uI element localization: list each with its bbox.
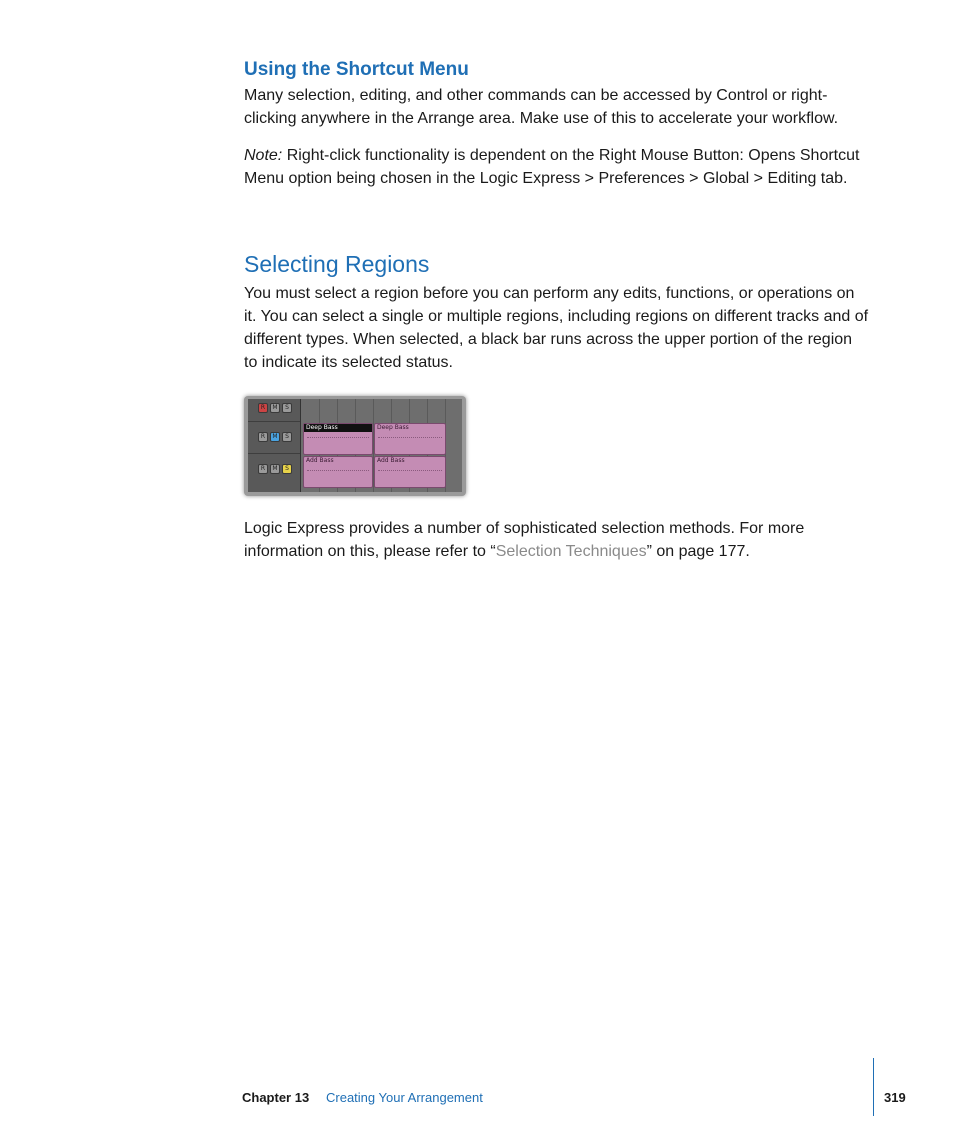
- section-heading-shortcut-menu: Using the Shortcut Menu: [244, 59, 469, 80]
- closing-text-after: ” on page 177.: [646, 543, 750, 560]
- region: [374, 456, 446, 488]
- region-notes: [378, 437, 442, 448]
- page-footer: [0, 1086, 954, 1116]
- note-paragraph: [244, 144, 869, 190]
- region-notes: [307, 470, 369, 481]
- mute-button: M: [270, 403, 280, 413]
- record-button: R: [258, 464, 268, 474]
- record-button: R: [258, 432, 268, 442]
- solo-button: S: [282, 464, 292, 474]
- solo-button: S: [282, 432, 292, 442]
- track-header-row: [248, 422, 300, 454]
- paragraph-selecting-regions: You must select a region before you can perform any edits, functions, or operations on it. You can select a single or multiple regions, including regions on different tracks and of different types. When selected, a black bar runs across the upper portion of the region to indicate its selected status.: [244, 285, 869, 371]
- region-name: Add Bass: [377, 457, 405, 464]
- chapter-title-link[interactable]: Creating Your Arrangement: [326, 1090, 483, 1105]
- region-name: Deep Bass: [304, 424, 372, 432]
- region-name: Add Bass: [306, 457, 334, 464]
- region-notes: [307, 437, 369, 448]
- region: [374, 423, 446, 455]
- section-selecting-regions: [244, 250, 869, 374]
- paragraph-selection-methods: [244, 517, 869, 563]
- closing-text-before: Logic Express provides a number of sophisticated selection methods. For more information on this, please refer to “: [244, 520, 805, 560]
- selection-techniques-link[interactable]: Selection Techniques: [495, 543, 647, 560]
- region-notes: [378, 470, 442, 481]
- page-number: 319: [884, 1090, 906, 1105]
- arrange-window: [248, 399, 462, 492]
- paragraph-shortcut-menu: Many selection, editing, and other commands can be accessed by Control or right-clicking anywhere in the Arrange area. Make use of this to accelerate your workflow.: [244, 87, 839, 127]
- arrange-area: [301, 399, 462, 492]
- screenshot-frame: [244, 396, 466, 496]
- track-headers: [248, 399, 301, 492]
- track-header-row: [248, 454, 300, 485]
- chapter-label: Chapter 13: [242, 1090, 310, 1105]
- region-selected: [303, 423, 373, 455]
- footer-divider: [873, 1058, 874, 1116]
- record-button: R: [258, 403, 268, 413]
- arrange-area-screenshot: [244, 396, 466, 496]
- note-text: Right-click functionality is dependent on the Right Mouse Button: Opens Shortcut Menu option being chosen in the Logic Express > Preferences > Global > Editing tab.: [244, 147, 860, 187]
- page-content: [244, 58, 869, 560]
- note-label: Note:: [244, 147, 283, 164]
- section-heading-selecting-regions: Selecting Regions: [244, 251, 430, 277]
- solo-button: S: [282, 403, 292, 413]
- mute-button: M: [270, 432, 280, 442]
- region-name: Deep Bass: [377, 424, 409, 431]
- region: [303, 456, 373, 488]
- track-header-row: [248, 399, 300, 422]
- mute-button: M: [270, 464, 280, 474]
